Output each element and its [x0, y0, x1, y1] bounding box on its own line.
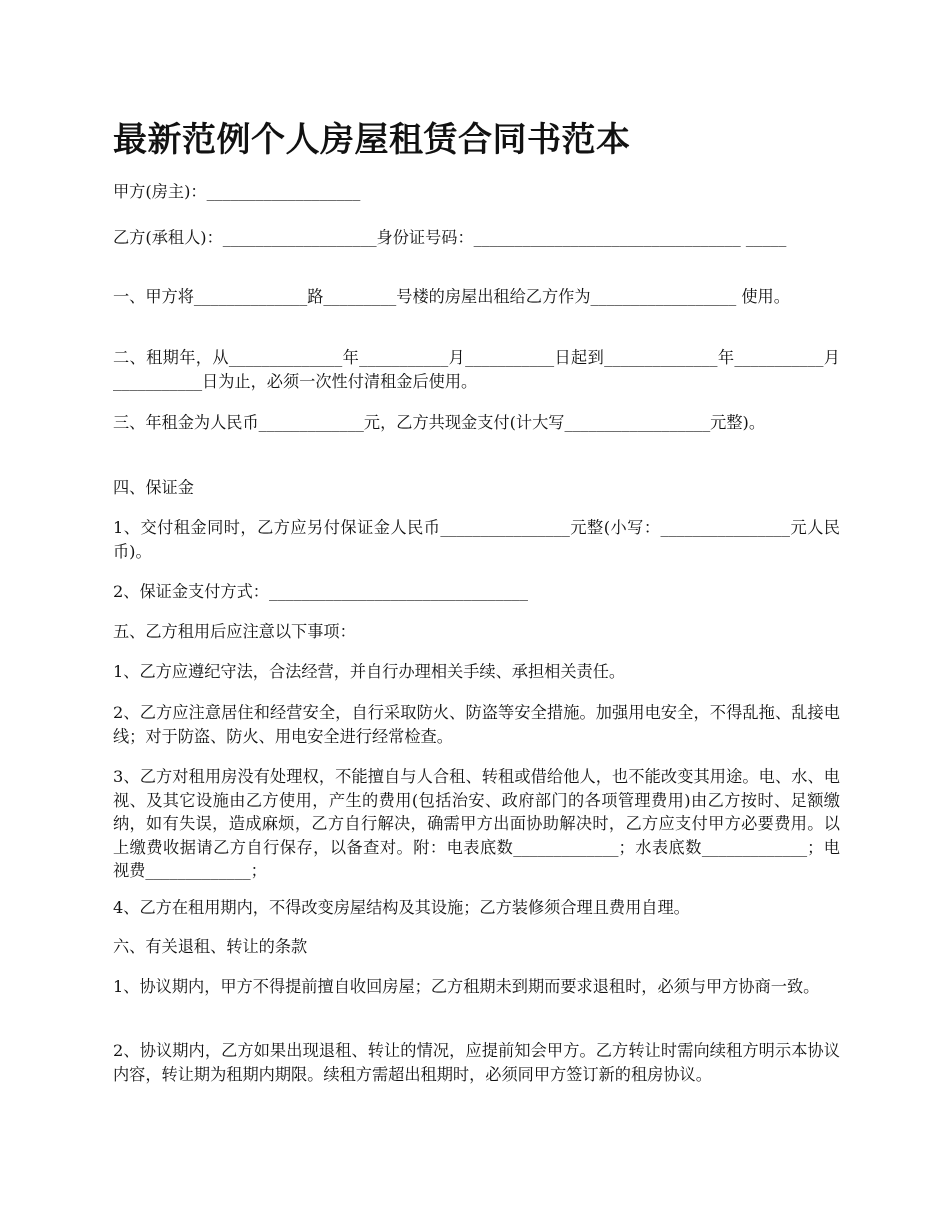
section-6-heading: 六、有关退租、转让的条款 [113, 937, 308, 956]
clause-3: 三、年租金为人民币_____________元，乙方共现金支付(计大写__________________元整)。 [113, 413, 766, 432]
clause-6-1: 1、协议期内，甲方不得提前擅自收回房屋；乙方租期未到期而要求退租时，必须与甲方协商一致。 [113, 977, 820, 996]
clause-5-2: 2、乙方应注意居住和经营安全，自行采取防火、防盗等安全措施。加强用电安全，不得乱拖、乱接电线；对于防盗、防火、用电安全进行经常检查。 [113, 703, 840, 746]
clause-4-2: 2、保证金支付方式：________________________________ [113, 582, 528, 601]
party-b-line: 乙方(承租人)：___________________身份证号码：_________________________________ _____ [113, 228, 787, 247]
section-5-heading: 五、乙方租用后应注意以下事项： [113, 622, 356, 641]
document-title: 最新范例个人房屋租赁合同书范本 [113, 120, 631, 160]
clause-5-3: 3、乙方对租用房没有处理权，不能擅自与人合租、转租或借给他人，也不能改变其用途。电、水、电视、及其它设施由乙方使用，产生的费用(包括治安、政府部门的各项管理费用)由乙方按时、足额缴纳，如有失误，造成麻烦，乙方自行解决，确需甲方出面协助解决时，乙方应支付甲方必要费用。以上缴费收据请乙方自行保存，以备查对。附：电表底数_____________；水表底数_____________；电视费_____________； [113, 767, 840, 880]
clause-1: 一、甲方将______________路_________号楼的房屋出租给乙方作为__________________ 使用。 [113, 287, 790, 306]
clause-2: 二、租期年，从______________年___________月___________日起到______________年___________月___________日为止，必须一次性付清租金后使用。 [113, 348, 840, 391]
section-4-heading: 四、保证金 [113, 478, 194, 497]
clause-4-1: 1、交付租金同时，乙方应另付保证金人民币________________元整(小写：________________元人民币)。 [113, 518, 840, 561]
clause-6-2: 2、协议期内，乙方如果出现退租、转让的情况，应提前知会甲方。乙方转让时需向续租方明示本协议内容，转让期为租期内期限。续租方需超出租期时，必须同甲方签订新的租房协议。 [113, 1041, 840, 1084]
clause-5-1: 1、乙方应遵纪守法，合法经营，并自行办理相关手续、承担相关责任。 [113, 662, 626, 681]
party-a-line: 甲方(房主)：___________________ [113, 182, 361, 201]
clause-5-4: 4、乙方在租用期内，不得改变房屋结构及其设施；乙方装修须合理且费用自理。 [113, 898, 690, 917]
